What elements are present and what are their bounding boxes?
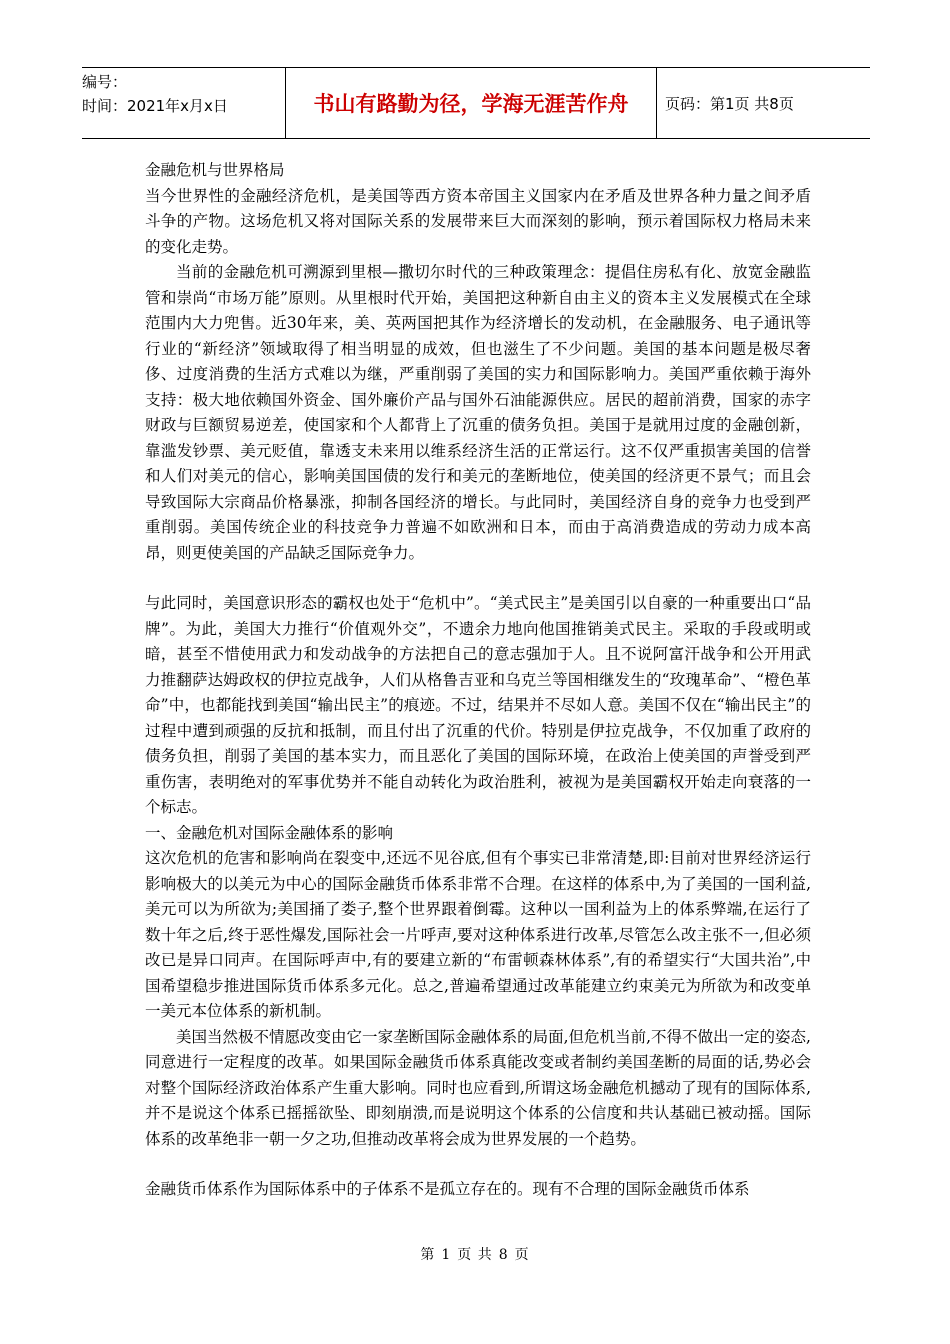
header-page-info — [657, 68, 870, 138]
paragraph-reform: 美国当然极不情愿改变由它一家垄断国际金融体系的局面,但危机当前,不得不做出一定的姿态,同意进行一定程度的改革。如果国际金融货币体系真能改变或者制约美国垄断的局面的话,势必会对整个国际经济政治体系产生重大影响。同时也应看到,所谓这场金融危机撼动了现有的国际体系,并不是说这个体系已摇摇欲坠、即刻崩溃,而是说明这个体系的公信度和共认基础已被动摇。国际体系的改革绝非一朝一夕之功,但推动改革将会成为世界发展的一个趋势。 — [145, 1027, 811, 1148]
paragraph-origins: 当前的金融危机可溯源到里根—撒切尔时代的三种政策理念：提倡住房私有化、放宽金融监管和崇尚“市场万能”原则。从里根时代开始，美国把这种新自由主义的资本主义发展模式在全球范围内大力兜售。近30年来，美、英两国把其作为经济增长的发动机，在金融服务、电子通讯等行业的“新经济”领域取得了相当明显的成效，但也滋生了不少问题。美国的基本问题是极尽奢侈、过度消费的生活方式难以为继，严重削弱了美国的实力和国际影响力。美国严重依赖于海外支持：极大地依赖国外资金、国外廉价产品与国外石油能源供应。居民的超前消费，国家的赤字财政与巨额贸易逆差，使国家和个人都背上了沉重的债务负担。美国于是就用过度的金融创新，靠滥发钞票、美元贬值，靠透支未来用以维系经济生活的正常运行。这不仅严重损害美国的信誉和人们对美元的信心，影响美国国债的发行和美元的垄断地位，使美国的经济更不景气；而且会导致国际大宗商品价格暴涨，抑制各国经济的增长。与此同时，美国经济自身的竞争力也受到严重削弱。美国传统企业的科技竞争力普遍不如欧洲和日本，而由于高消费造成的劳动力成本高昂，则更使美国的产品缺乏国际竞争力。 — [145, 263, 811, 562]
header-info-cell — [82, 68, 285, 138]
page-footer — [0, 1244, 950, 1264]
article-body — [145, 158, 811, 1203]
doc-number-label: 编号： — [82, 73, 128, 91]
paragraph-gap — [145, 566, 811, 591]
section-heading: 一、金融危机对国际金融体系的影响 — [145, 823, 394, 842]
footer-suffix: 页 — [514, 1247, 530, 1263]
paragraph-gap — [145, 1152, 811, 1177]
footer-page-number: 1 — [441, 1247, 452, 1263]
article-title: 金融危机与世界格局 — [145, 161, 285, 179]
header-motto — [285, 68, 657, 138]
date-label: 时间：2021年x月x日 — [82, 97, 228, 115]
paragraph-intro: 当今世界性的金融经济危机，是美国等西方资本帝国主义国家内在矛盾及世界各种力量之间矛盾斗争的产物。这场危机又将对国际关系的发展带来巨大而深刻的影响，预示着国际权力格局未来的变化走势。 — [145, 186, 811, 256]
paragraph-ideology: 与此同时，美国意识形态的霸权也处于“危机中”。“美式民主”是美国引以自豪的一种重要出口“品牌”。为此，美国大力推行“价值观外交”，不遗余力地向他国推销美式民主。采取的手段或明或暗，甚至不惜使用武力和发动战争的方法把自己的意志强加于人。且不说阿富汗战争和公开用武力推翻萨达姆政权的伊拉克战争，人们从格鲁吉亚和乌克兰等国相继发生的“玫瑰革命”、“橙色革命”中，也都能找到美国“输出民主”的痕迹。不过，结果并不尽如人意。美国不仅在“输出民主”的过程中遭到顽强的反抗和抵制，而且付出了沉重的代价。特别是伊拉克战争，不仅加重了政府的债务负担，削弱了美国的基本实力，而且恶化了美国的国际环境，在政治上使美国的声誉受到严重伤害，表明绝对的军事优势并不能自动转化为政治胜利，被视为是美国霸权开始走向衰落的一个标志。 — [145, 594, 811, 816]
motto-text: 书山有路勤为径，学海无涯苦作舟 — [313, 92, 629, 116]
footer-total-pages: 8 — [498, 1247, 509, 1263]
footer-prefix: 第 — [420, 1247, 436, 1263]
paragraph-system: 这次危机的危害和影响尚在裂变中,还远不见谷底,但有个事实已非常清楚,即:目前对世界经济运行影响极大的以美元为中心的国际金融货币体系非常不合理。在这样的体系中,为了美国的一国利益,美元可以为所欲为;美国捅了娄子,整个世界跟着倒霉。这种以一国利益为上的体系弊端,在运行了数十年之后,终于恶性爆发,国际社会一片呼声,要对这种体系进行改革,尽管怎么改主张不一,但必须改已是异口同声。在国际呼声中,有的要建立新的“布雷顿森林体系”,有的希望实行“大国共治”,中国希望稳步推进国际货币体系多元化。总之,普遍希望通过改革能建立约束美元为所欲为和改变单一美元本位体系的新机制。 — [145, 849, 811, 1020]
footer-mid: 页 共 — [457, 1247, 493, 1263]
page-info-text: 页码：第1页 共8页 — [665, 94, 794, 113]
header-table — [82, 67, 870, 139]
paragraph-subsystem: 金融货币体系作为国际体系中的子体系不是孤立存在的。现有不合理的国际金融货币体系 — [145, 1180, 750, 1198]
